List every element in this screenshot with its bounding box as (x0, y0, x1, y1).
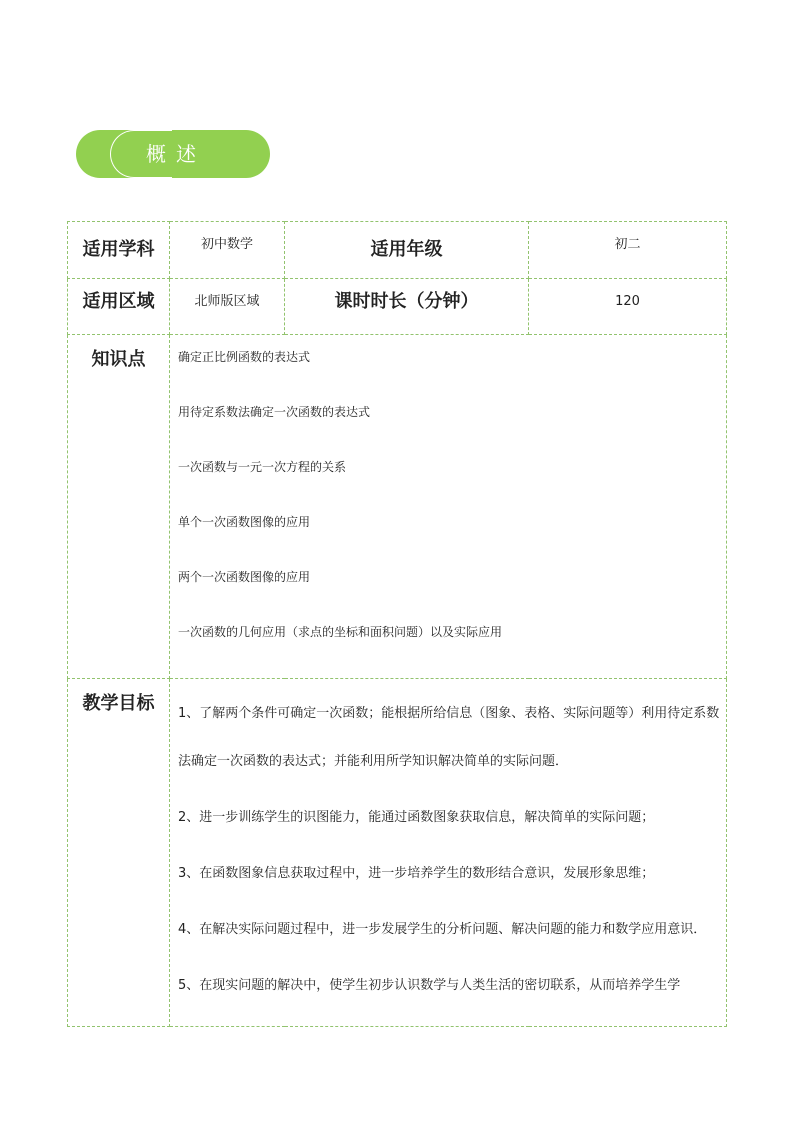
region-value: 北师版区域 (170, 279, 285, 335)
list-item: 一次函数的几何应用（求点的坐标和面积问题）以及实际应用 (178, 625, 503, 639)
list-item: 5、在现实问题的解决中，使学生初步认识数学与人类生活的密切联系，从而培养学生学 (178, 978, 681, 993)
list-item: 4、在解决实际问题过程中，进一步发展学生的分析问题、解决问题的能力和数学应用意识． (178, 922, 707, 937)
table-row (68, 222, 727, 279)
grade-value: 初二 (529, 222, 727, 279)
list-item: 2、进一步训练学生的识图能力，能通过函数图象获取信息，解决简单的实际问题； (178, 810, 655, 825)
table-row (68, 279, 727, 335)
section-title: 概述 (146, 142, 206, 166)
duration-label: 课时时长（分钟） (285, 279, 529, 335)
subject-label: 适用学科 (68, 222, 170, 279)
objectives-body (178, 690, 722, 1026)
list-item: 用待定系数法确定一次函数的表达式 (178, 405, 371, 419)
objectives-label: 教学目标 (68, 679, 170, 1027)
list-item: 确定正比例函数的表达式 (178, 350, 311, 364)
teaching-objectives (170, 679, 727, 1027)
knowledge-points (170, 335, 727, 679)
knowledge-label: 知识点 (68, 335, 170, 679)
table-row (68, 335, 727, 679)
grade-label: 适用年级 (285, 222, 529, 279)
list-item: 单个一次函数图像的应用 (178, 515, 311, 529)
region-label: 适用区域 (68, 279, 170, 335)
course-info-table (67, 221, 727, 1027)
list-item: 一次函数与一元一次方程的关系 (178, 460, 347, 474)
list-item: 两个一次函数图像的应用 (178, 570, 311, 584)
list-item: 1、了解两个条件可确定一次函数；能根据所给信息（图象、表格、实际问题等）利用待定系数法确定一次函数的表达式；并能利用所学知识解决简单的实际问题． (178, 706, 720, 769)
list-item: 3、在函数图象信息获取过程中，进一步培养学生的数形结合意识，发展形象思维； (178, 866, 655, 881)
duration-value: 120 (529, 279, 727, 335)
subject-value: 初中数学 (170, 222, 285, 279)
table-row (68, 679, 727, 1027)
